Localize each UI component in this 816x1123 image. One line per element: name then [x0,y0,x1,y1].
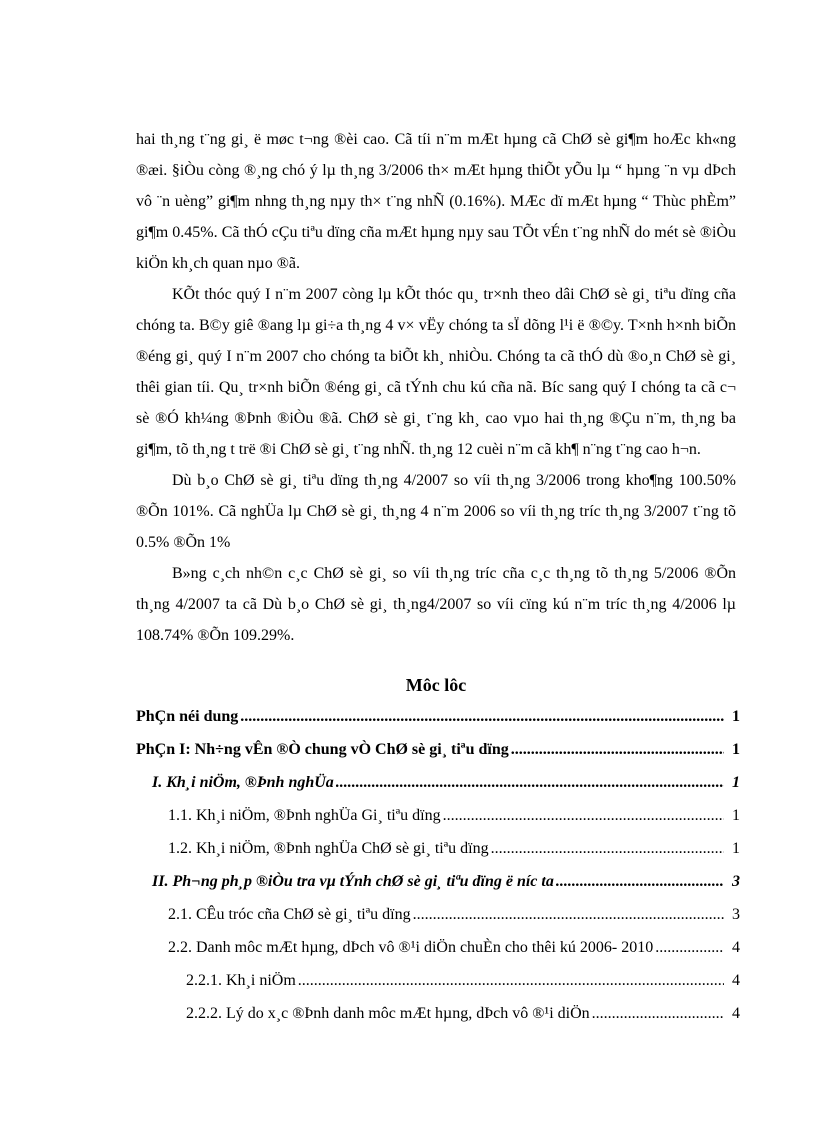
toc-entry-page: 1 [732,741,740,758]
toc-leader-dots [491,832,724,865]
toc-leader-dots [556,865,724,898]
toc-entry-text: 2.2. Danh môc mÆt hµng, dÞch vô ®¹i diÖn chuÈn cho thêi kú 2006- 2010 [168,939,654,956]
toc-leader-dots [592,997,724,1030]
toc-entry-text: 2.2.1. Kh¸i niÖm [186,972,296,989]
toc-entry-page: 4 [732,972,740,989]
toc-entry-text: 1.2. Kh¸i niÖm, ®Þnh nghÜa ChØ sè gi¸ tiªu dïng [168,840,489,857]
paragraph-2: KÕt thóc quý I n¨m 2007 còng lµ kÕt thóc qu¸ tr×nh theo dâi ChØ sè gi¸ tiªu dïng cña chóng ta. B©y giê ®ang lµ gi÷a th¸ng 4 v× vËy chóng ta sÏ dõng l¹i ë ®©y. T×nh h×nh biÕn ®éng gi¸ quý I n¨m 2007 cho chóng ta biÕt kh¸ nhiÒu. Chóng ta cã thÓ dù ®o¸n ChØ sè gi¸ thêi gian tíi. Qu¸ tr×nh biÕn ®éng gi¸ cã tÝnh chu kú cña nã. Bíc sang quý I chóng ta cã c¬ sè ®Ó kh¼ng ®Þnh ®iÒu ®ã. ChØ sè gi¸ t¨ng kh¸ cao vµo hai th¸ng ®Çu n¨m, th¸ng ba gi¶m, tõ th¸ng t trë ®i ChØ sè gi¸ t¨ng nhÑ. th¸ng 12 cuèi n¨m cã kh¶ n¨ng t¨ng cao h¬n. [136,286,736,458]
toc-entry-page: 3 [732,873,740,890]
toc-entry[interactable] [136,766,740,799]
paragraph-3: Dù b¸o ChØ sè gi¸ tiªu dïng th¸ng 4/2007 so víi th¸ng 3/2006 trong kho¶ng 100.50% ®Õn 101%. Cã nghÜa lµ ChØ sè gi¸ th¸ng 4 n¨m 2006 so víi th¸ng tríc th¸ng 3/2007 t¨ng tõ 0.5% ®Õn 1% [136,472,736,551]
paragraph-4: B»ng c¸ch nh©n c¸c ChØ sè gi¸ so víi th¸ng tríc cña c¸c th¸ng tõ th¸ng 5/2006 ®Õn th¸ng 4/2007 ta cã Dù b¸o ChØ sè gi¸ th¸ng4/2007 so víi cïng kú n¨m tríc th¸ng 4/2006 lµ 108.74% ®Õn 109.29%. [136,565,736,644]
toc-entry[interactable] [136,832,740,865]
toc-leader-dots [336,766,724,799]
toc-entry-text: 1.1. Kh¸i niÖm, ®Þnh nghÜa Gi¸ tiªu dïng [168,807,441,824]
toc-leader-dots [240,700,724,733]
paragraph-1: hai th¸ng t¨ng gi¸ ë møc t¬ng ®èi cao. Cã tíi n¨m mÆt hµng cã ChØ sè gi¶m hoÆc kh«ng ®æi. §iÒu còng ®¸ng chó ý lµ th¸ng 3/2006 th× mÆt hµng thiÕt yÕu lµ “ hµng ¨n vµ dÞch vô ¨n uèng” gi¶m nhng th¸ng nµy th× t¨ng nhÑ (0.16%). MÆc dï mÆt hµng “ Thùc phÈm” gi¶m 0.45%. Cã thÓ cÇu tiªu dïng cña mÆt hµng nµy sau TÕt vÉn t¨ng nhÑ do mét sè ®iÒu kiÖn kh¸ch quan nµo ®ã. [136,131,736,272]
toc-leader-dots [655,931,724,964]
toc-entry-text: I. Kh¸i niÖm, ®Þnh nghÜa [152,774,334,791]
toc-entry-page: 4 [732,939,740,956]
toc-entry[interactable] [136,931,740,964]
toc-entry[interactable] [136,733,740,766]
toc-entry[interactable] [136,964,740,997]
toc-entry[interactable] [136,865,740,898]
toc-leader-dots [511,733,724,766]
toc-entry-text: PhÇn néi dung [136,708,239,725]
toc-entry-page: 4 [732,1005,740,1022]
body-text [136,124,736,651]
toc-entry[interactable] [136,997,740,1030]
toc-entry-page: 1 [732,807,740,824]
toc-entry[interactable] [136,799,740,832]
toc-entry-page: 1 [732,840,740,857]
toc-entry-page: 1 [732,708,740,725]
toc-entry-text: 2.2.2. Lý do x¸c ®Þnh danh môc mÆt hµng, dÞch vô ®¹i diÖn [186,1005,590,1022]
toc-entry[interactable] [136,700,740,733]
toc-entry-page: 3 [732,906,740,923]
toc-leader-dots [413,898,724,931]
toc-title: Môc lôc [405,675,467,695]
toc-entry-text: 2.1. CÊu tróc cña ChØ sè gi¸ tiªu dïng [168,906,411,923]
toc-leader-dots [298,964,724,997]
toc-entry-text: II. Ph¬ng ph¸p ®iÒu tra vµ tÝnh chØ sè gi¸ tiªu dïng ë níc ta [152,873,554,890]
toc-entry[interactable] [136,898,740,931]
toc-leader-dots [443,799,724,832]
toc-entry-text: PhÇn I: Nh÷ng vÊn ®Ò chung vÒ ChØ sè gi¸ tiªu dïng [136,741,509,758]
toc-entry-page: 1 [732,774,740,791]
table-of-contents [136,700,740,1030]
